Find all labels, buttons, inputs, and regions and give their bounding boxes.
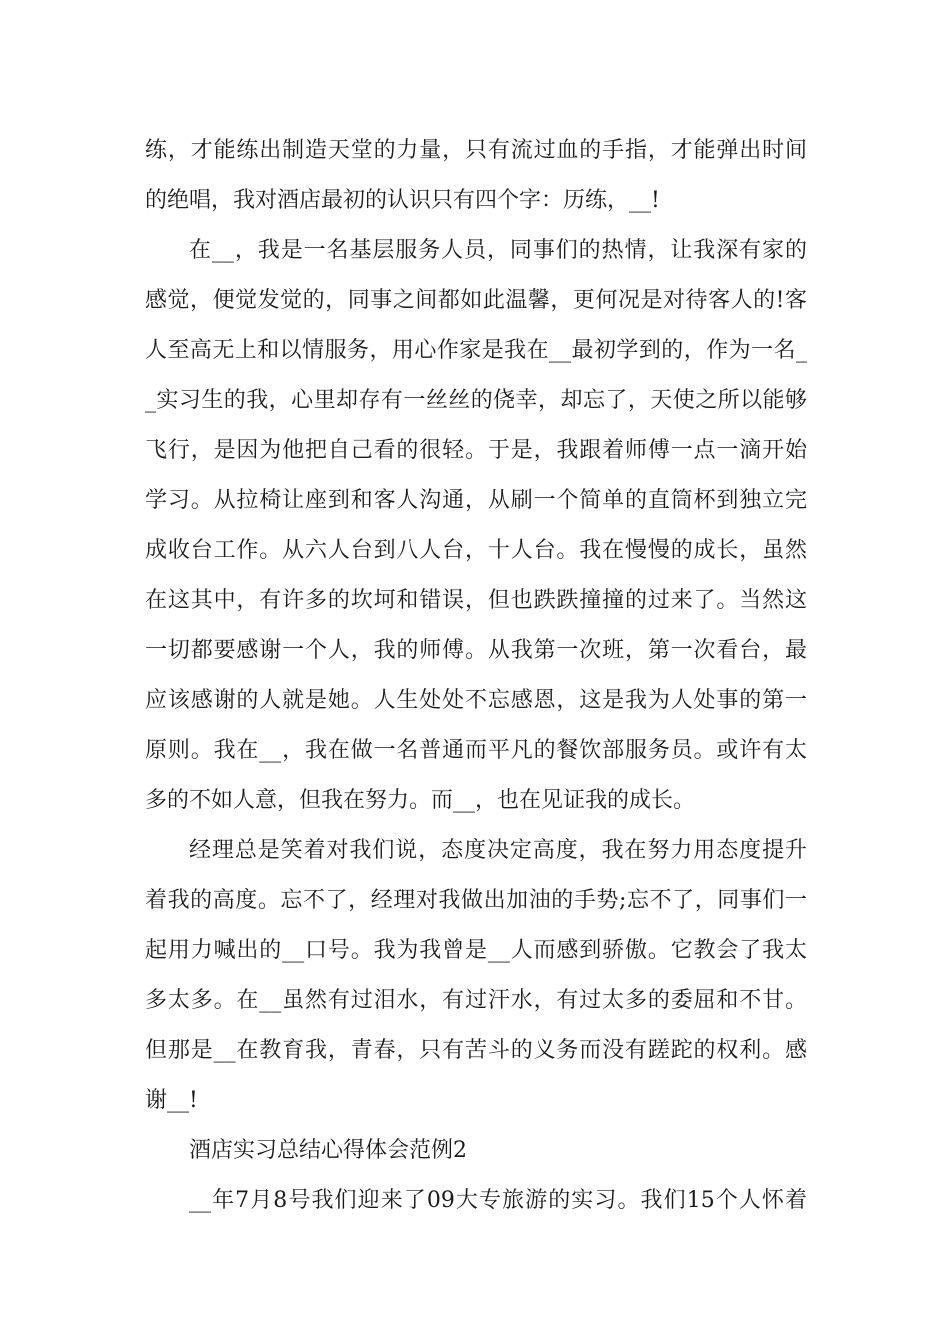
text-line: 多的不如人意，但我在努力。而__，也在见证我的成长。 bbox=[145, 788, 696, 813]
text-line: 但那是__在教育我，青春，只有苦斗的义务而没有蹉跎的权利。感 bbox=[145, 1038, 807, 1063]
text-line: 谢__! bbox=[145, 1088, 198, 1113]
text-line: 多太多。在__虽然有过泪水，有过汗水，有过太多的委屈和不甘。 bbox=[145, 988, 807, 1013]
text-line: 人至高无上和以情服务，用心作家是我在__最初学到的，作为一名_ bbox=[145, 338, 807, 363]
paragraph-first-line: 在__，我是一名基层服务人员，同事们的热情，让我深有家的 bbox=[189, 238, 807, 263]
text-line: 成收台工作。从六人台到八人台，十人台。我在慢慢的成长，虽然 bbox=[145, 538, 807, 563]
text-line: 着我的高度。忘不了，经理对我做出加油的手势;忘不了，同事们一 bbox=[145, 888, 807, 913]
paragraph-first-line: __年7月8号我们迎来了09大专旅游的实习。我们15个人怀着 bbox=[189, 1188, 807, 1213]
text-line: 学习。从拉椅让座到和客人沟通，从刷一个简单的直筒杯到独立完 bbox=[145, 488, 807, 513]
text-line: 练，才能练出制造天堂的力量，只有流过血的手指，才能弹出时间 bbox=[145, 138, 807, 163]
text-line: 原则。我在__，我在做一名普通而平凡的餐饮部服务员。或许有太 bbox=[145, 738, 807, 763]
paragraph-first-line: 经理总是笑着对我们说，态度决定高度，我在努力用态度提升 bbox=[189, 838, 807, 863]
text-line: 感觉，便觉发觉的，同事之间都如此温馨，更何况是对待客人的!客 bbox=[145, 288, 807, 313]
text-line: 一切都要感谢一个人，我的师傅。从我第一次班，第一次看台，最 bbox=[145, 638, 807, 663]
text-line: 应该感谢的人就是她。人生处处不忘感恩，这是我为人处事的第一 bbox=[145, 688, 807, 713]
text-line: 起用力喊出的__口号。我为我曾是__人而感到骄傲。它教会了我太 bbox=[145, 938, 807, 963]
text-line: 的绝唱，我对酒店最初的认识只有四个字：历练，__! bbox=[145, 188, 660, 213]
text-line: 在这其中，有许多的坎坷和错误，但也跌跌撞撞的过来了。当然这 bbox=[145, 588, 807, 613]
text-line: _实习生的我，心里却存有一丝丝的侥幸，却忘了，天使之所以能够 bbox=[145, 388, 807, 413]
section-heading: 酒店实习总结心得体会范例2 bbox=[189, 1138, 467, 1163]
text-line: 飞行，是因为他把自己看的很轻。于是，我跟着师傅一点一滴开始 bbox=[145, 438, 807, 463]
